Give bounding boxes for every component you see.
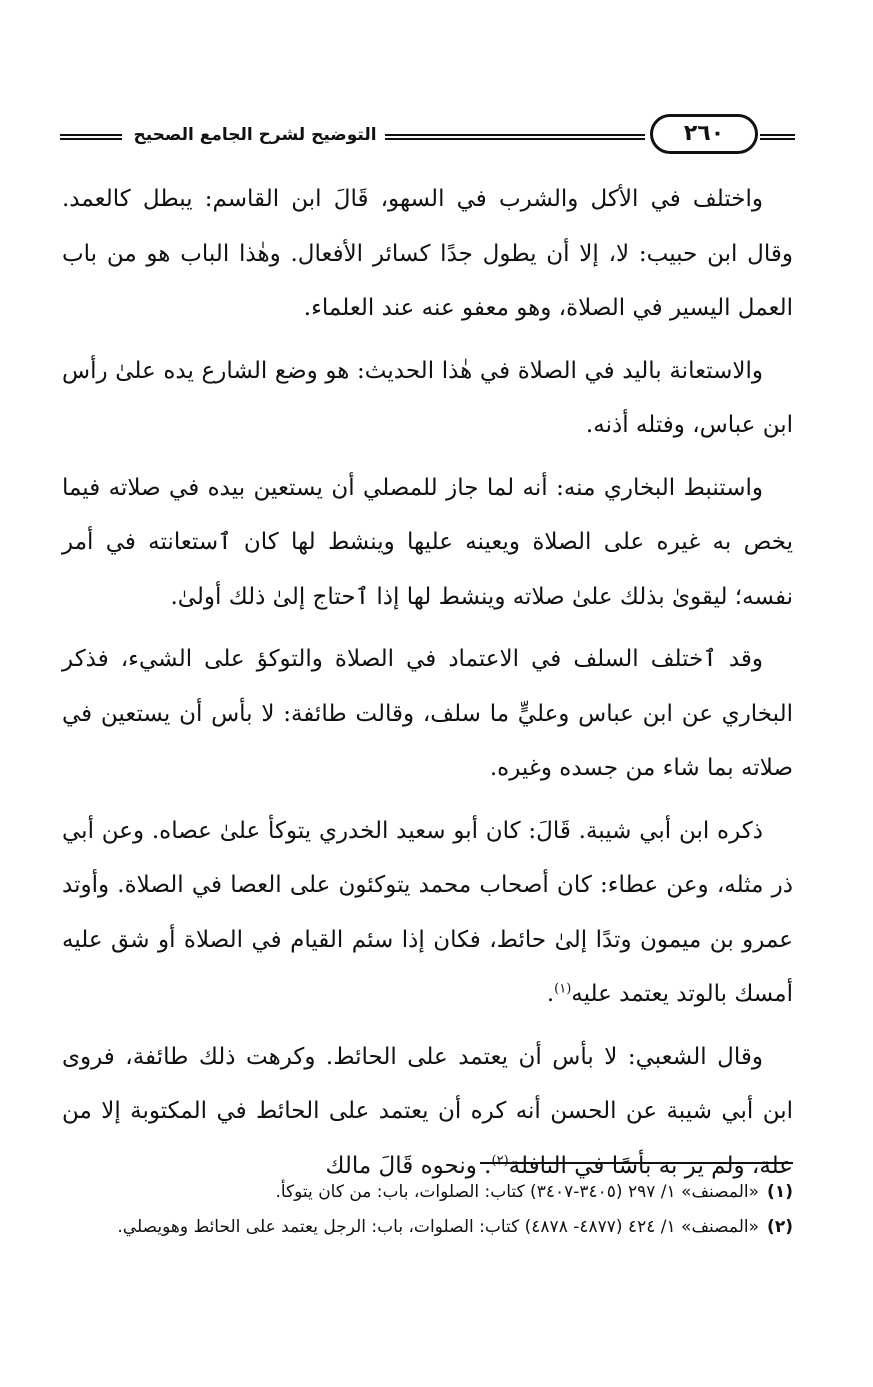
page-number: ٢٦٠ bbox=[650, 114, 758, 154]
footnote-separator bbox=[480, 1162, 793, 1164]
running-title: التوضيح لشرح الجامع الصحيح bbox=[133, 125, 377, 145]
footnote bbox=[62, 1210, 793, 1245]
paragraph: والاستعانة باليد في الصلاة في هٰذا الحديث: هو وضع الشارع يده علىٰ رأس ابن عباس، وفتله أذنه. bbox=[62, 357, 793, 438]
footnote-number: (١) bbox=[767, 1182, 793, 1202]
paragraph bbox=[62, 1030, 793, 1194]
main-text bbox=[62, 172, 793, 1201]
footnote-text: «المصنف» ١/ ٤٢٤ (٤٨٧٧- ٤٨٧٨) كتاب: الصلوات، باب: الرجل يعتمد على الحائط وهويصلي. bbox=[117, 1217, 760, 1237]
paragraph-text: ذكره ابن أبي شيبة. قَالَ: كان أبو سعيد الخدري يتوكأ علىٰ عصاه. وعن أبي ذر مثله، وعن عطاء: كان أصحاب محمد يتوكئون على العصا في الصلاة. وأوتد عمرو بن ميمون وتدًا إلىٰ حائط، فكان إذا سئم القيام في الصلاة أو شق عليه أمسك بالوتد يعتمد عليه bbox=[62, 817, 793, 1007]
paragraph: ذكره ابن أبي شيبة. قَالَ: كان أبو سعيد الخدري يتوكأ علىٰ عصاه. وعن أبي ذر مثله، وعن عطاء: كان أصحاب محمد يتوكئون على العصا في الصلاة. وأوتد عمرو بن ميمون وتدًا إلىٰ حائط، فكان إذا سئم القيام في الصلاة أو شق عليه أمسك بالوتد يعتمد عليه$^{(١)}$. bbox=[62, 817, 793, 1007]
footnotes bbox=[62, 1175, 793, 1245]
paragraph: واختلف في الأكل والشرب في السهو، قَالَ ابن القاسم: يبطل كالعمد. وقال ابن حبيب: لا، إلا أن يطول جدًا كسائر الأفعال. وهٰذا الباب هو من باب العمل اليسير في الصلاة، وهو معفو عنه عند العلماء. bbox=[62, 186, 793, 321]
paragraph-text-continued: . ونحوه قَالَ مالك bbox=[325, 1152, 492, 1179]
footnote-mark: (١) bbox=[554, 981, 572, 997]
paragraph-text: وقال الشعبي: لا بأس أن يعتمد على الحائط. وكرهت ذلك طائفة، فروى ابن أبي شيبة عن الحسن أنه كره أن يعتمد على الحائط في المكتوبة إلا من علة، ولم ير به بأسًا في النافلة bbox=[62, 1043, 793, 1179]
header-rule-middle bbox=[385, 134, 645, 140]
page-header bbox=[60, 112, 795, 158]
header-rule-right bbox=[760, 134, 795, 140]
footnote-text: «المصنف» ١/ ٢٩٧ (٣٤٠٥-٣٤٠٧) كتاب: الصلوات، باب: من كان يتوكأ. bbox=[275, 1182, 760, 1202]
footnote-number: (٢) bbox=[767, 1217, 793, 1237]
header-rule-left bbox=[60, 134, 122, 140]
footnote bbox=[62, 1175, 793, 1210]
footnote-mark: (٢) bbox=[491, 1152, 509, 1168]
paragraph: وقد ٱختلف السلف في الاعتماد في الصلاة والتوكؤ على الشيء، فذكر البخاري عن ابن عباس وعليٍّ ما سلف، وقالت طائفة: لا بأس أن يستعين في صلاته بما شاء من جسده وغيره. bbox=[62, 646, 793, 781]
paragraph: واستنبط البخاري منه: أنه لما جاز للمصلي أن يستعين بيده في صلاته فيما يخص به غيره على الصلاة ويعينه عليها وينشط لها كان ٱستعانته في أمر نفسه؛ ليقوىٰ بذلك علىٰ صلاته وينشط لها إذا ٱحتاج إلىٰ ذلك أولىٰ. bbox=[62, 474, 793, 610]
